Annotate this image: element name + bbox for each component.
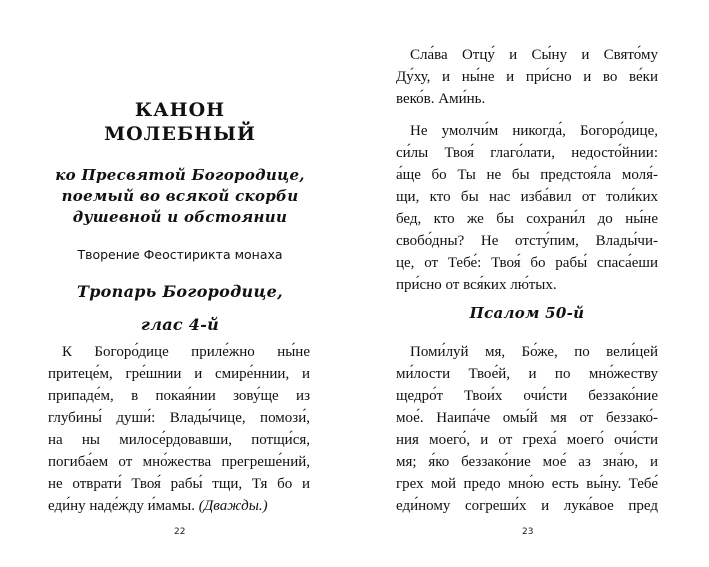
canon-title-line: КАНОН bbox=[134, 99, 226, 121]
text-line: ми́лости Твое́й, и по мно́жеству bbox=[396, 366, 658, 382]
text-line-final bbox=[48, 495, 310, 517]
canon-subtitle-line: поемый во всякой скорби bbox=[61, 187, 299, 205]
psalm-title: Псалом 50-й bbox=[469, 304, 585, 322]
text-line: си́лы Твоя́ глаго́лати, недосто́йнии: bbox=[396, 145, 658, 161]
psalm-text bbox=[396, 341, 658, 517]
page-number: 23 bbox=[522, 527, 534, 537]
canon-subtitle bbox=[40, 165, 320, 228]
text-line: мое́. Наипа́че омы́й мя от беззако́- bbox=[396, 410, 658, 426]
text-line: мя; я́ко беззако́ние мое́ аз зна́ю, и bbox=[396, 454, 658, 470]
text-line: Сла́ва Отцу́ и Сы́ну и Свято́му bbox=[410, 47, 658, 63]
text-line: на ны милосе́рдовавши, потщи́ся, bbox=[48, 432, 310, 448]
text-line: а́ще бо Ты не бы предстоя́ла моля́- bbox=[396, 167, 658, 183]
theotokion-text bbox=[396, 120, 658, 296]
author-line: Творение Феостирикта монаха bbox=[77, 247, 283, 262]
text-line: свобо́дны? Не отсту́пим, Влады́чи- bbox=[396, 233, 658, 249]
canon-subtitle-line: ко Пресвятой Богородице, bbox=[55, 166, 305, 184]
text-line: погиба́ем от мно́жества прегреше́ний, bbox=[48, 454, 310, 470]
text-line: глубины́ души́: Влады́чице, помози́, bbox=[48, 410, 310, 426]
text-line: ния моего́, и от греха́ моего́ очи́сти bbox=[396, 432, 658, 448]
text-line: не отврати́ Твоя́ рабы́ тщи, Тя бо и bbox=[48, 476, 310, 492]
troparion-text bbox=[48, 341, 310, 517]
text-line: щи, кто бы нас изба́вил от толи́ких bbox=[396, 189, 658, 205]
text-line: бед, кто же бы сохрани́л до ны́не bbox=[396, 211, 658, 227]
text-line: Поми́луй мя, Бо́же, по вели́цей bbox=[410, 344, 658, 360]
canon-title-line: МОЛЕБНЫЙ bbox=[104, 123, 256, 145]
text-line: це, от Тебе́: Твоя́ бо рабы́ спаса́еши bbox=[396, 255, 658, 271]
text-line: припаде́м, в покая́нии зову́ще из bbox=[48, 388, 310, 404]
troparion-title: Тропарь Богородице, bbox=[76, 282, 283, 301]
text-line: еди́ну наде́жду и́мамы. bbox=[48, 498, 196, 514]
text-line: грех мой предо мно́ю есть вы́ну. Тебе́ bbox=[396, 476, 658, 492]
page-number: 22 bbox=[174, 527, 186, 537]
text-line: веко́в. Ами́нь. bbox=[396, 91, 486, 107]
text-line: Ду́ху, и ны́не и при́сно и во ве́ки bbox=[396, 69, 658, 85]
text-line: притеце́м, гре́шнии и смире́ннии, и bbox=[48, 366, 310, 382]
canon-title bbox=[40, 98, 320, 146]
text-line: К Богоро́дице приле́жно ны́не bbox=[62, 344, 310, 360]
text-line: еди́ному согреши́х и лука́вое пред bbox=[396, 498, 658, 514]
text-line: щедро́т Твои́х очи́сти беззако́ние bbox=[396, 388, 658, 404]
text-line: при́сно от вся́ких лю́тых. bbox=[396, 277, 557, 293]
tone-label: глас 4-й bbox=[140, 315, 220, 334]
canon-subtitle-line: душевной и обстоянии bbox=[72, 208, 288, 226]
glory-text bbox=[396, 44, 658, 110]
left-page bbox=[0, 0, 354, 567]
text-line: Не умолчи́м никогда́, Богоро́дице, bbox=[410, 123, 658, 139]
repeat-note: (Дважды.) bbox=[198, 498, 268, 514]
